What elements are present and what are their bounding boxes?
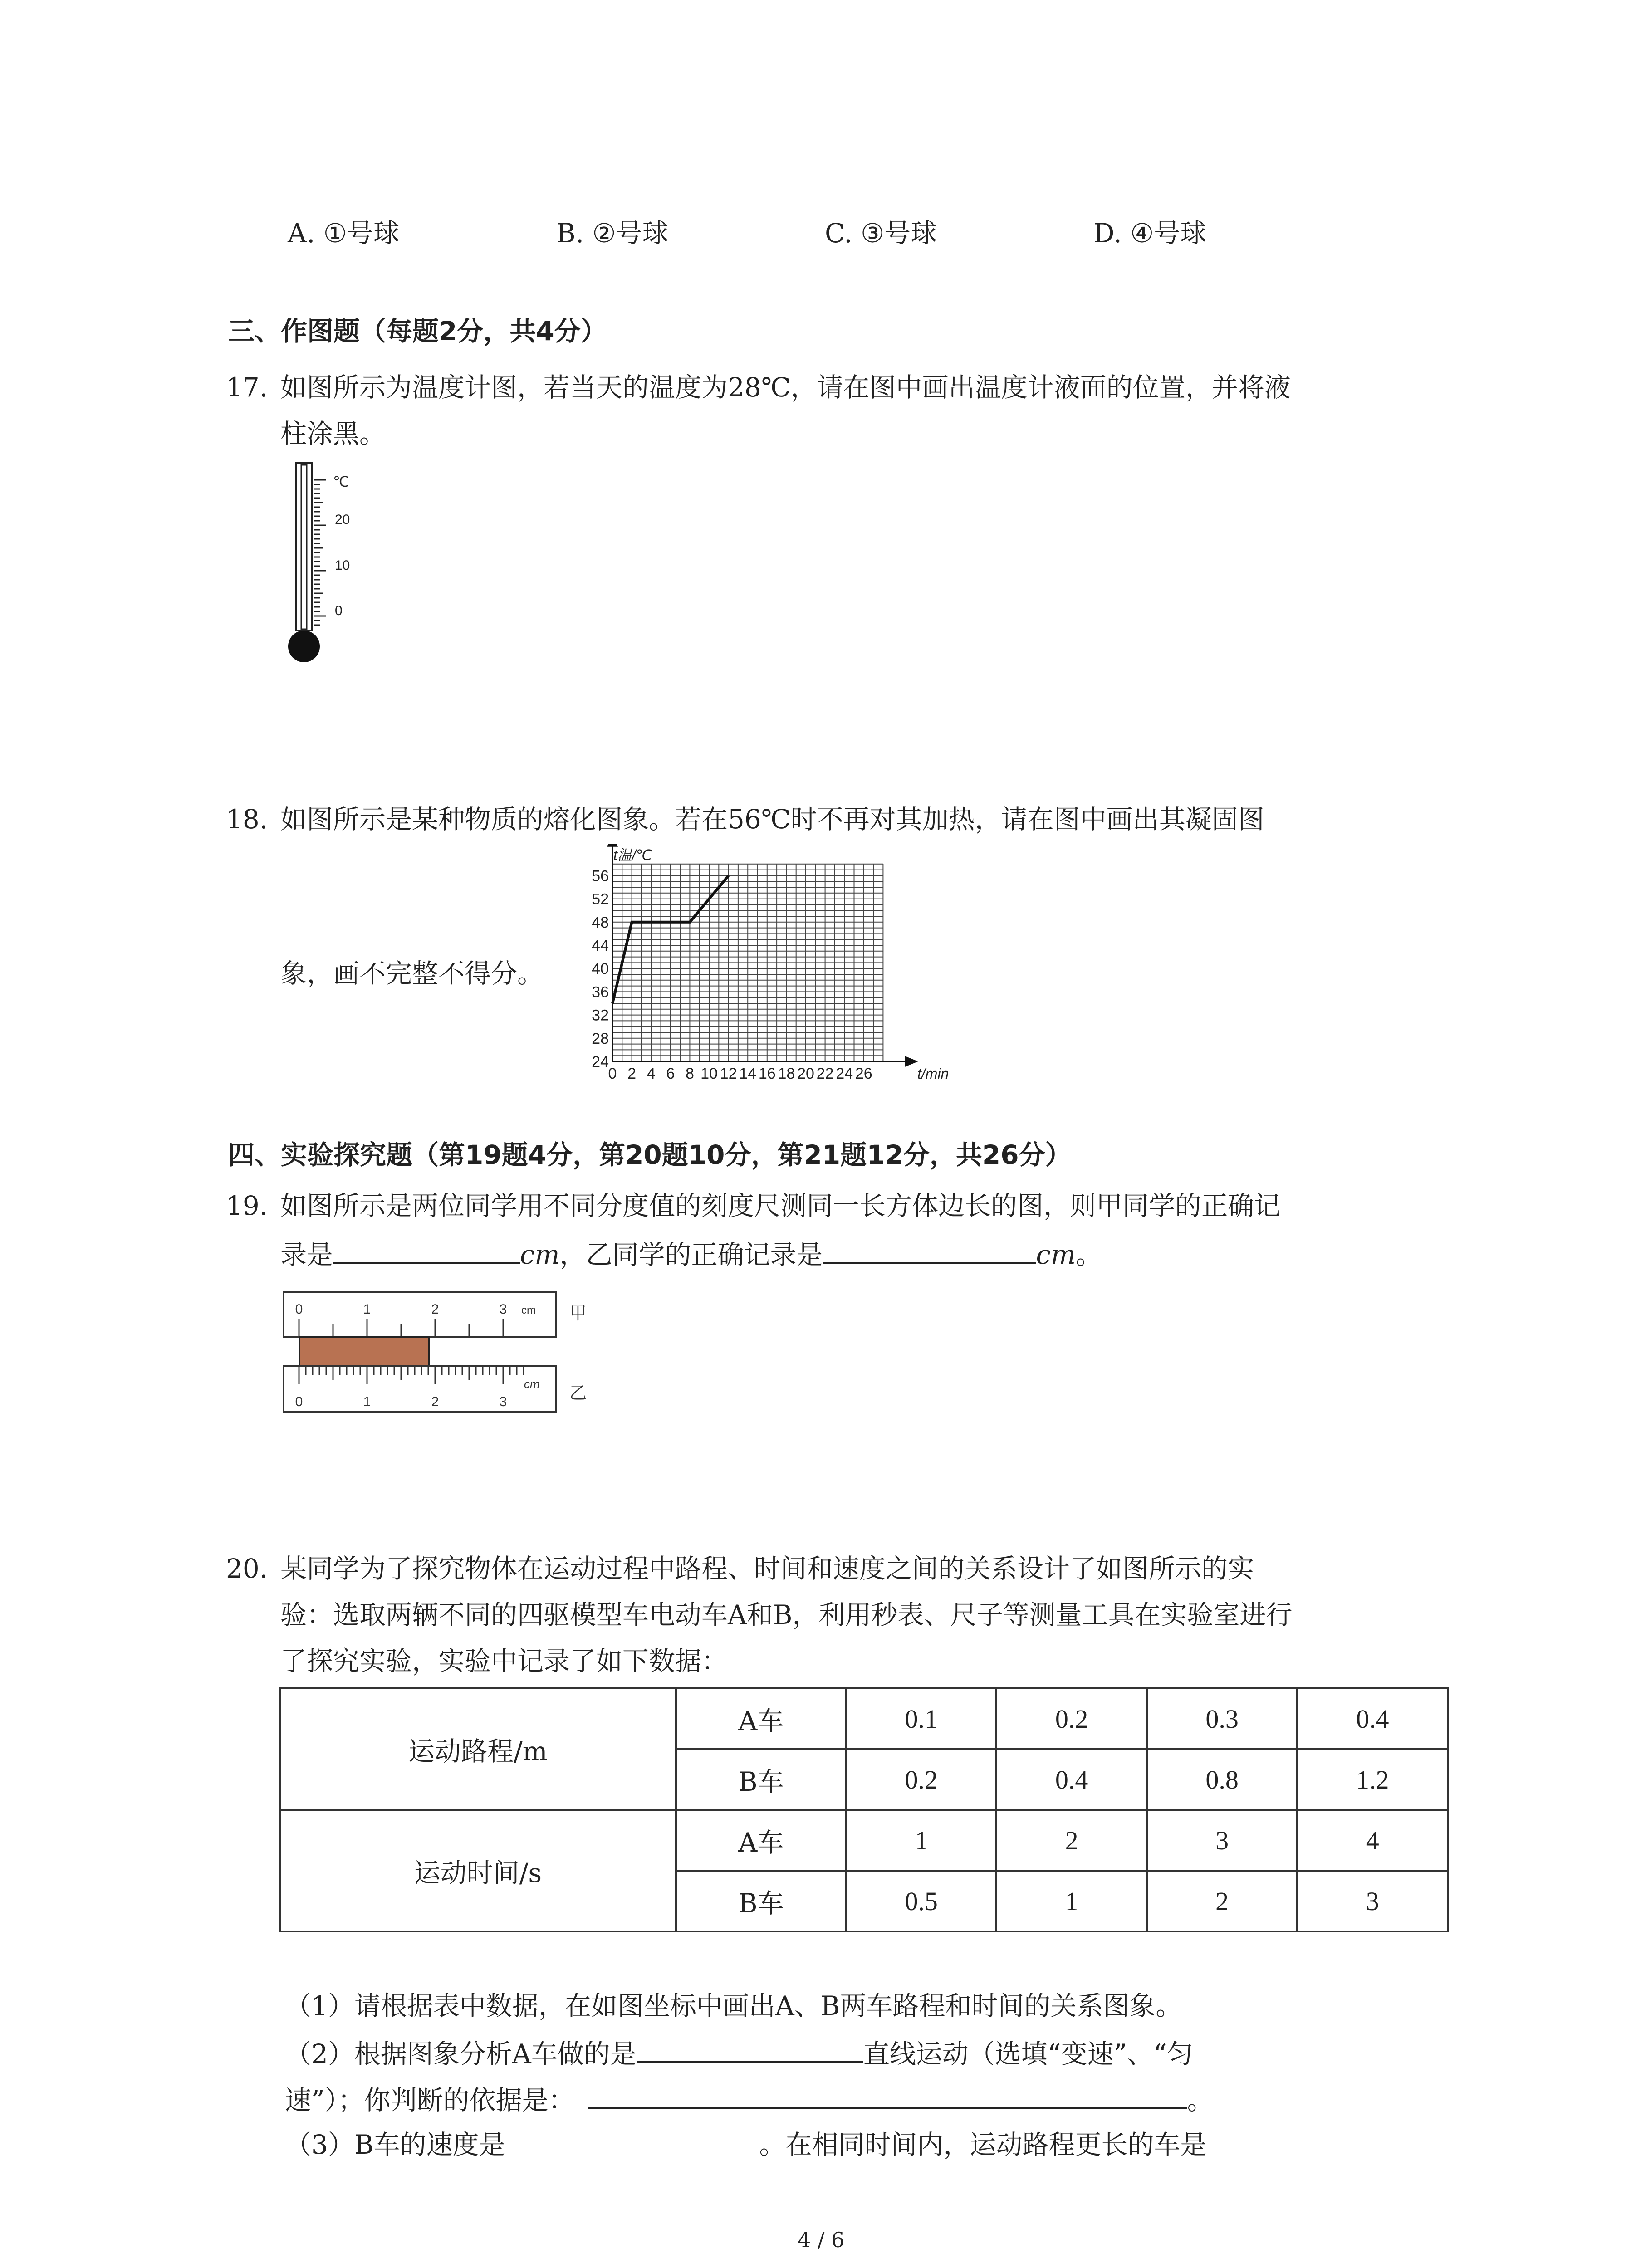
q19-text-line1: 如图所示是两位同学用不同分度值的刻度尺测同一长方体边长的图，则甲同学的正确记	[280, 1190, 1281, 1221]
q17-text-line1: 如图所示为温度计图，若当天的温度为28℃，请在图中画出温度计液面的位置，并将液	[280, 372, 1291, 403]
table-cell: 0.2	[846, 1749, 997, 1810]
q19-answer-blank-2[interactable]	[823, 1236, 1036, 1264]
section-3-title: 三、作图题（每题2分，共4分）	[228, 316, 607, 347]
table-cell: 0.4	[1297, 1688, 1448, 1749]
x-tick-label: 12	[720, 1065, 737, 1082]
y-axis-arrow	[608, 844, 617, 846]
option-a: A. ①号球	[288, 218, 400, 249]
q19-end: 。	[1076, 1239, 1102, 1270]
page-number: 4 / 6	[798, 2228, 845, 2252]
y-tick-label: 32	[592, 1007, 609, 1024]
table-cell: 2	[996, 1810, 1147, 1871]
q18-text-line1: 如图所示是某种物质的熔化图象。若在56℃时不再对其加热，请在图中画出其凝固图	[280, 804, 1264, 835]
option-d: D. ④号球	[1093, 218, 1207, 249]
ruler-bottom-unit: cm	[524, 1377, 540, 1391]
distance-header: 运动路程/m	[280, 1688, 676, 1810]
table-cell: 0.1	[846, 1688, 997, 1749]
y-axis-label: t温/℃	[613, 847, 652, 863]
x-tick-label: 4	[647, 1065, 656, 1082]
q19-unit-1: cm	[520, 1239, 560, 1270]
x-tick-label: 10	[700, 1065, 718, 1082]
ruler-bottom-label-1: 1	[363, 1394, 371, 1409]
q19-pre: 录是	[280, 1239, 333, 1270]
ruler-bottom-label-0: 0	[295, 1394, 303, 1409]
x-axis-label: t/min	[917, 1066, 949, 1082]
ruler-top-name: 甲	[569, 1304, 587, 1323]
q20-sub3	[285, 2127, 1207, 2162]
q19-mid: ，乙同学的正确记录是	[559, 1239, 823, 1270]
q19-answer-blank-1[interactable]	[333, 1236, 520, 1264]
table-cell: 1	[996, 1871, 1147, 1931]
table-cell: 0.3	[1147, 1688, 1298, 1749]
option-b: B. ②号球	[556, 218, 669, 249]
ruler-bottom-label-3: 3	[499, 1394, 507, 1409]
q20-answer-blank-motion[interactable]	[637, 2035, 863, 2063]
y-tick-label: 36	[592, 983, 609, 1001]
car-a-label: A车	[676, 1688, 846, 1749]
table-cell: 2	[1147, 1871, 1298, 1931]
table-cell: 0.5	[846, 1871, 997, 1931]
table-cell: 1.2	[1297, 1749, 1448, 1810]
car-b-label: B车	[676, 1749, 846, 1810]
thermometer-label-10: 10	[335, 558, 350, 573]
x-tick-label: 8	[685, 1065, 694, 1082]
y-tick-label: 52	[592, 890, 609, 908]
q18-text-line2: 象，画不完整不得分。	[280, 958, 544, 989]
ruler-top-label-1: 1	[363, 1302, 371, 1317]
x-tick-label: 6	[666, 1065, 675, 1082]
ruler-top-label-2: 2	[431, 1302, 439, 1317]
y-tick-label: 48	[592, 914, 609, 931]
ruler-top-unit: cm	[521, 1304, 536, 1316]
thermometer-label-0: 0	[335, 603, 343, 618]
x-axis-arrow	[906, 1057, 916, 1066]
y-tick-label: 44	[592, 937, 609, 954]
time-header: 运动时间/s	[280, 1810, 676, 1931]
table-cell: 1	[846, 1810, 997, 1871]
q20-sub1: （1）请根据表中数据，在如图坐标中画出A、B两车路程和时间的关系图象。	[285, 1990, 1182, 2021]
x-tick-label: 0	[608, 1065, 617, 1082]
data-table	[279, 1687, 1449, 1932]
table-row	[280, 1810, 1448, 1871]
car-b-label: B车	[676, 1871, 846, 1931]
q20-sub2-mid: 直线运动（选填“变速”、“匀	[863, 2038, 1193, 2069]
q20-answer-blank-reason[interactable]	[588, 2081, 1187, 2109]
table-cell: 0.2	[996, 1688, 1147, 1749]
table-cell: 3	[1147, 1810, 1298, 1871]
melting-graph	[563, 844, 962, 1116]
thermometer-figure	[277, 456, 377, 665]
q20-text-line3: 了探究实验，实验中记录了如下数据：	[280, 1646, 728, 1677]
table-cell: 3	[1297, 1871, 1448, 1931]
q20-sub2-line2-end: 。	[1187, 2085, 1214, 2116]
ruler-top-label-0: 0	[295, 1302, 303, 1317]
ruler-bottom-label-2: 2	[431, 1394, 439, 1409]
thermometer-unit: ℃	[333, 474, 349, 490]
q20-sub3-pre: （3）B车的速度是	[285, 2129, 505, 2160]
q20-number: 20.	[226, 1553, 268, 1584]
q20-sub2-line2	[285, 2081, 1214, 2117]
y-tick-label: 28	[592, 1030, 609, 1047]
x-tick-label: 18	[778, 1065, 795, 1082]
q20-sub2-line1	[285, 2035, 1193, 2071]
q20-text-line2: 验：选取两辆不同的四驱模型车电动车A和B，利用秒表、尺子等测量工具在实验室进行	[280, 1599, 1293, 1630]
x-tick-label: 22	[816, 1065, 834, 1082]
q19-unit-2: cm	[1036, 1239, 1076, 1270]
table-cell: 4	[1297, 1810, 1448, 1871]
q20-sub3-end: 。在相同时间内，运动路程更长的车是	[759, 2129, 1207, 2160]
option-c: C. ③号球	[825, 218, 937, 249]
ruler-top-label-3: 3	[499, 1302, 507, 1317]
y-tick-label: 56	[592, 867, 609, 885]
x-tick-label: 14	[739, 1065, 757, 1082]
x-tick-label: 20	[797, 1065, 814, 1082]
q17-number: 17.	[226, 372, 268, 403]
q19-text-line2	[280, 1236, 1102, 1272]
car-a-label: A车	[676, 1810, 846, 1871]
ruler-bottom-name: 乙	[569, 1384, 587, 1403]
thermometer-label-20: 20	[335, 512, 350, 527]
q19-number: 19.	[226, 1190, 268, 1221]
q20-sub2-pre: （2）根据图象分析A车做的是	[285, 2038, 637, 2069]
section-4-title: 四、实验探究题（第19题4分，第20题10分，第21题12分，共26分）	[228, 1139, 1072, 1170]
x-tick-label: 26	[855, 1065, 872, 1082]
q20-sub2-line2-pre: 速”）；你判断的依据是：	[285, 2085, 575, 2116]
q20-text-line1: 某同学为了探究物体在运动过程中路程、时间和速度之间的关系设计了如图所示的实	[280, 1553, 1254, 1584]
x-tick-label: 24	[836, 1065, 853, 1082]
table-cell: 0.8	[1147, 1749, 1298, 1810]
measured-block	[299, 1337, 429, 1366]
rulers-figure	[279, 1287, 606, 1423]
table-cell: 0.4	[996, 1749, 1147, 1810]
x-tick-label: 2	[627, 1065, 637, 1082]
y-tick-label: 24	[592, 1053, 609, 1070]
y-tick-label: 40	[592, 960, 609, 978]
q17-text-line2: 柱涂黑。	[280, 418, 386, 449]
x-tick-label: 16	[758, 1065, 776, 1082]
table-row	[280, 1688, 1448, 1749]
q18-number: 18.	[226, 804, 268, 835]
